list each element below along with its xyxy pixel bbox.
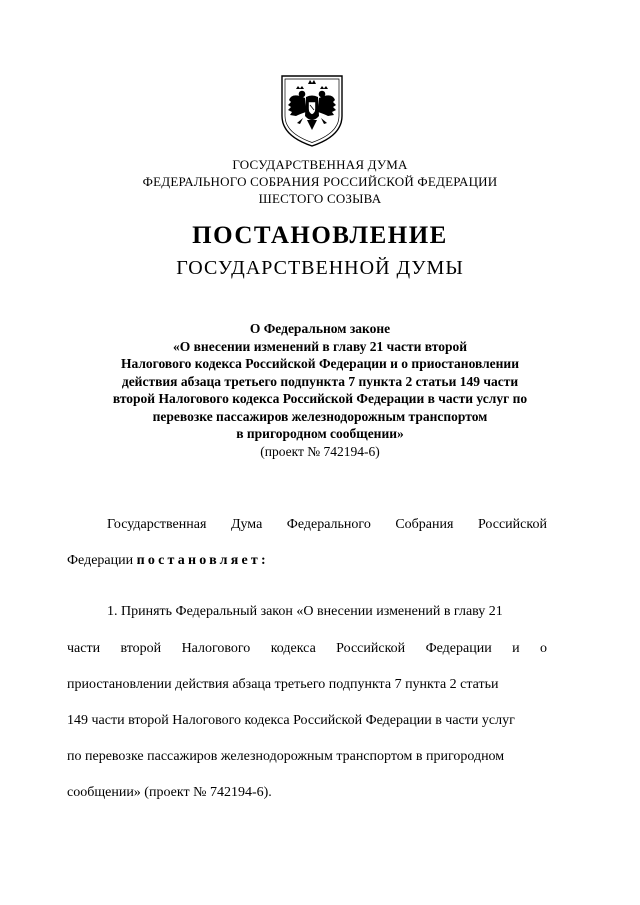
- item1-word: кодекса: [270, 641, 316, 656]
- document-issuer-title: ГОСУДАРСТВЕННОЙ ДУМЫ: [176, 257, 464, 279]
- item1-line-2: [67, 641, 547, 657]
- preamble-word: Собрания: [395, 517, 454, 532]
- preamble-word: Дума: [230, 517, 263, 532]
- project-number: (проект № 742194-6): [260, 443, 380, 459]
- item1-line-1: 1. Принять Федеральный закон «О внесении изменений в главу 21: [107, 604, 503, 619]
- item1-line-3: приостановлении действия абзаца третьего подпункта 7 пункта 2 статьи: [67, 677, 499, 692]
- document-type-title: ПОСТАНОВЛЕНИЕ: [192, 222, 448, 249]
- subject-line: Налогового кодекса Российской Федерации и о приостановлении: [120, 356, 519, 371]
- header-line-convocation: ШЕСТОГО СОЗЫВА: [258, 191, 382, 206]
- header-line-duma: ГОСУДАРСТВЕННАЯ ДУМА: [232, 157, 408, 172]
- subject-line: «О внесении изменений в главу 21 части второй: [173, 338, 467, 354]
- item1-line-5: по перевозке пассажиров железнодорожным транспортом в пригородном: [67, 749, 505, 764]
- preamble-federation: Федерации: [67, 553, 134, 568]
- resolution-subject: [0, 320, 640, 460]
- preamble-line-2: [67, 553, 547, 569]
- subject-line: второй Налогового кодекса Российской Федерации в части услуг по: [112, 391, 528, 406]
- coat-of-arms-emblem: [272, 70, 352, 150]
- decree-word: постановляет:: [136, 553, 269, 568]
- subject-line: действия абзаца третьего подпункта 7 пункта 2 статьи 149 части: [121, 373, 519, 389]
- item1-word: Федерации: [425, 641, 492, 656]
- item1-word: о: [539, 641, 547, 656]
- item1-word: и: [512, 641, 520, 656]
- preamble-word: Государственная: [107, 517, 207, 532]
- item1-line-4: 149 части второй Налогового кодекса Российской Федерации в части услуг: [67, 713, 515, 728]
- item1-word: части: [67, 641, 101, 656]
- header-line-federal-assembly: ФЕДЕРАЛЬНОГО СОБРАНИЯ РОССИЙСКОЙ ФЕДЕРАЦИИ: [142, 174, 498, 189]
- subject-line: О Федеральном законе: [249, 321, 391, 336]
- item1-word: Налогового: [181, 641, 251, 656]
- subject-line: перевозке пассажиров железнодорожным транспортом: [152, 408, 488, 424]
- item1-line-6: сообщении» (проект № 742194-6).: [67, 785, 272, 800]
- issuer-header: [0, 156, 640, 207]
- item1-word: второй: [120, 641, 162, 656]
- preamble-word: Федерального: [286, 517, 371, 532]
- preamble-word: Российской: [477, 517, 547, 532]
- preamble-line-1: [107, 517, 547, 533]
- item1-word: Российской: [336, 641, 406, 656]
- subject-line: в пригородном сообщении»: [236, 426, 404, 441]
